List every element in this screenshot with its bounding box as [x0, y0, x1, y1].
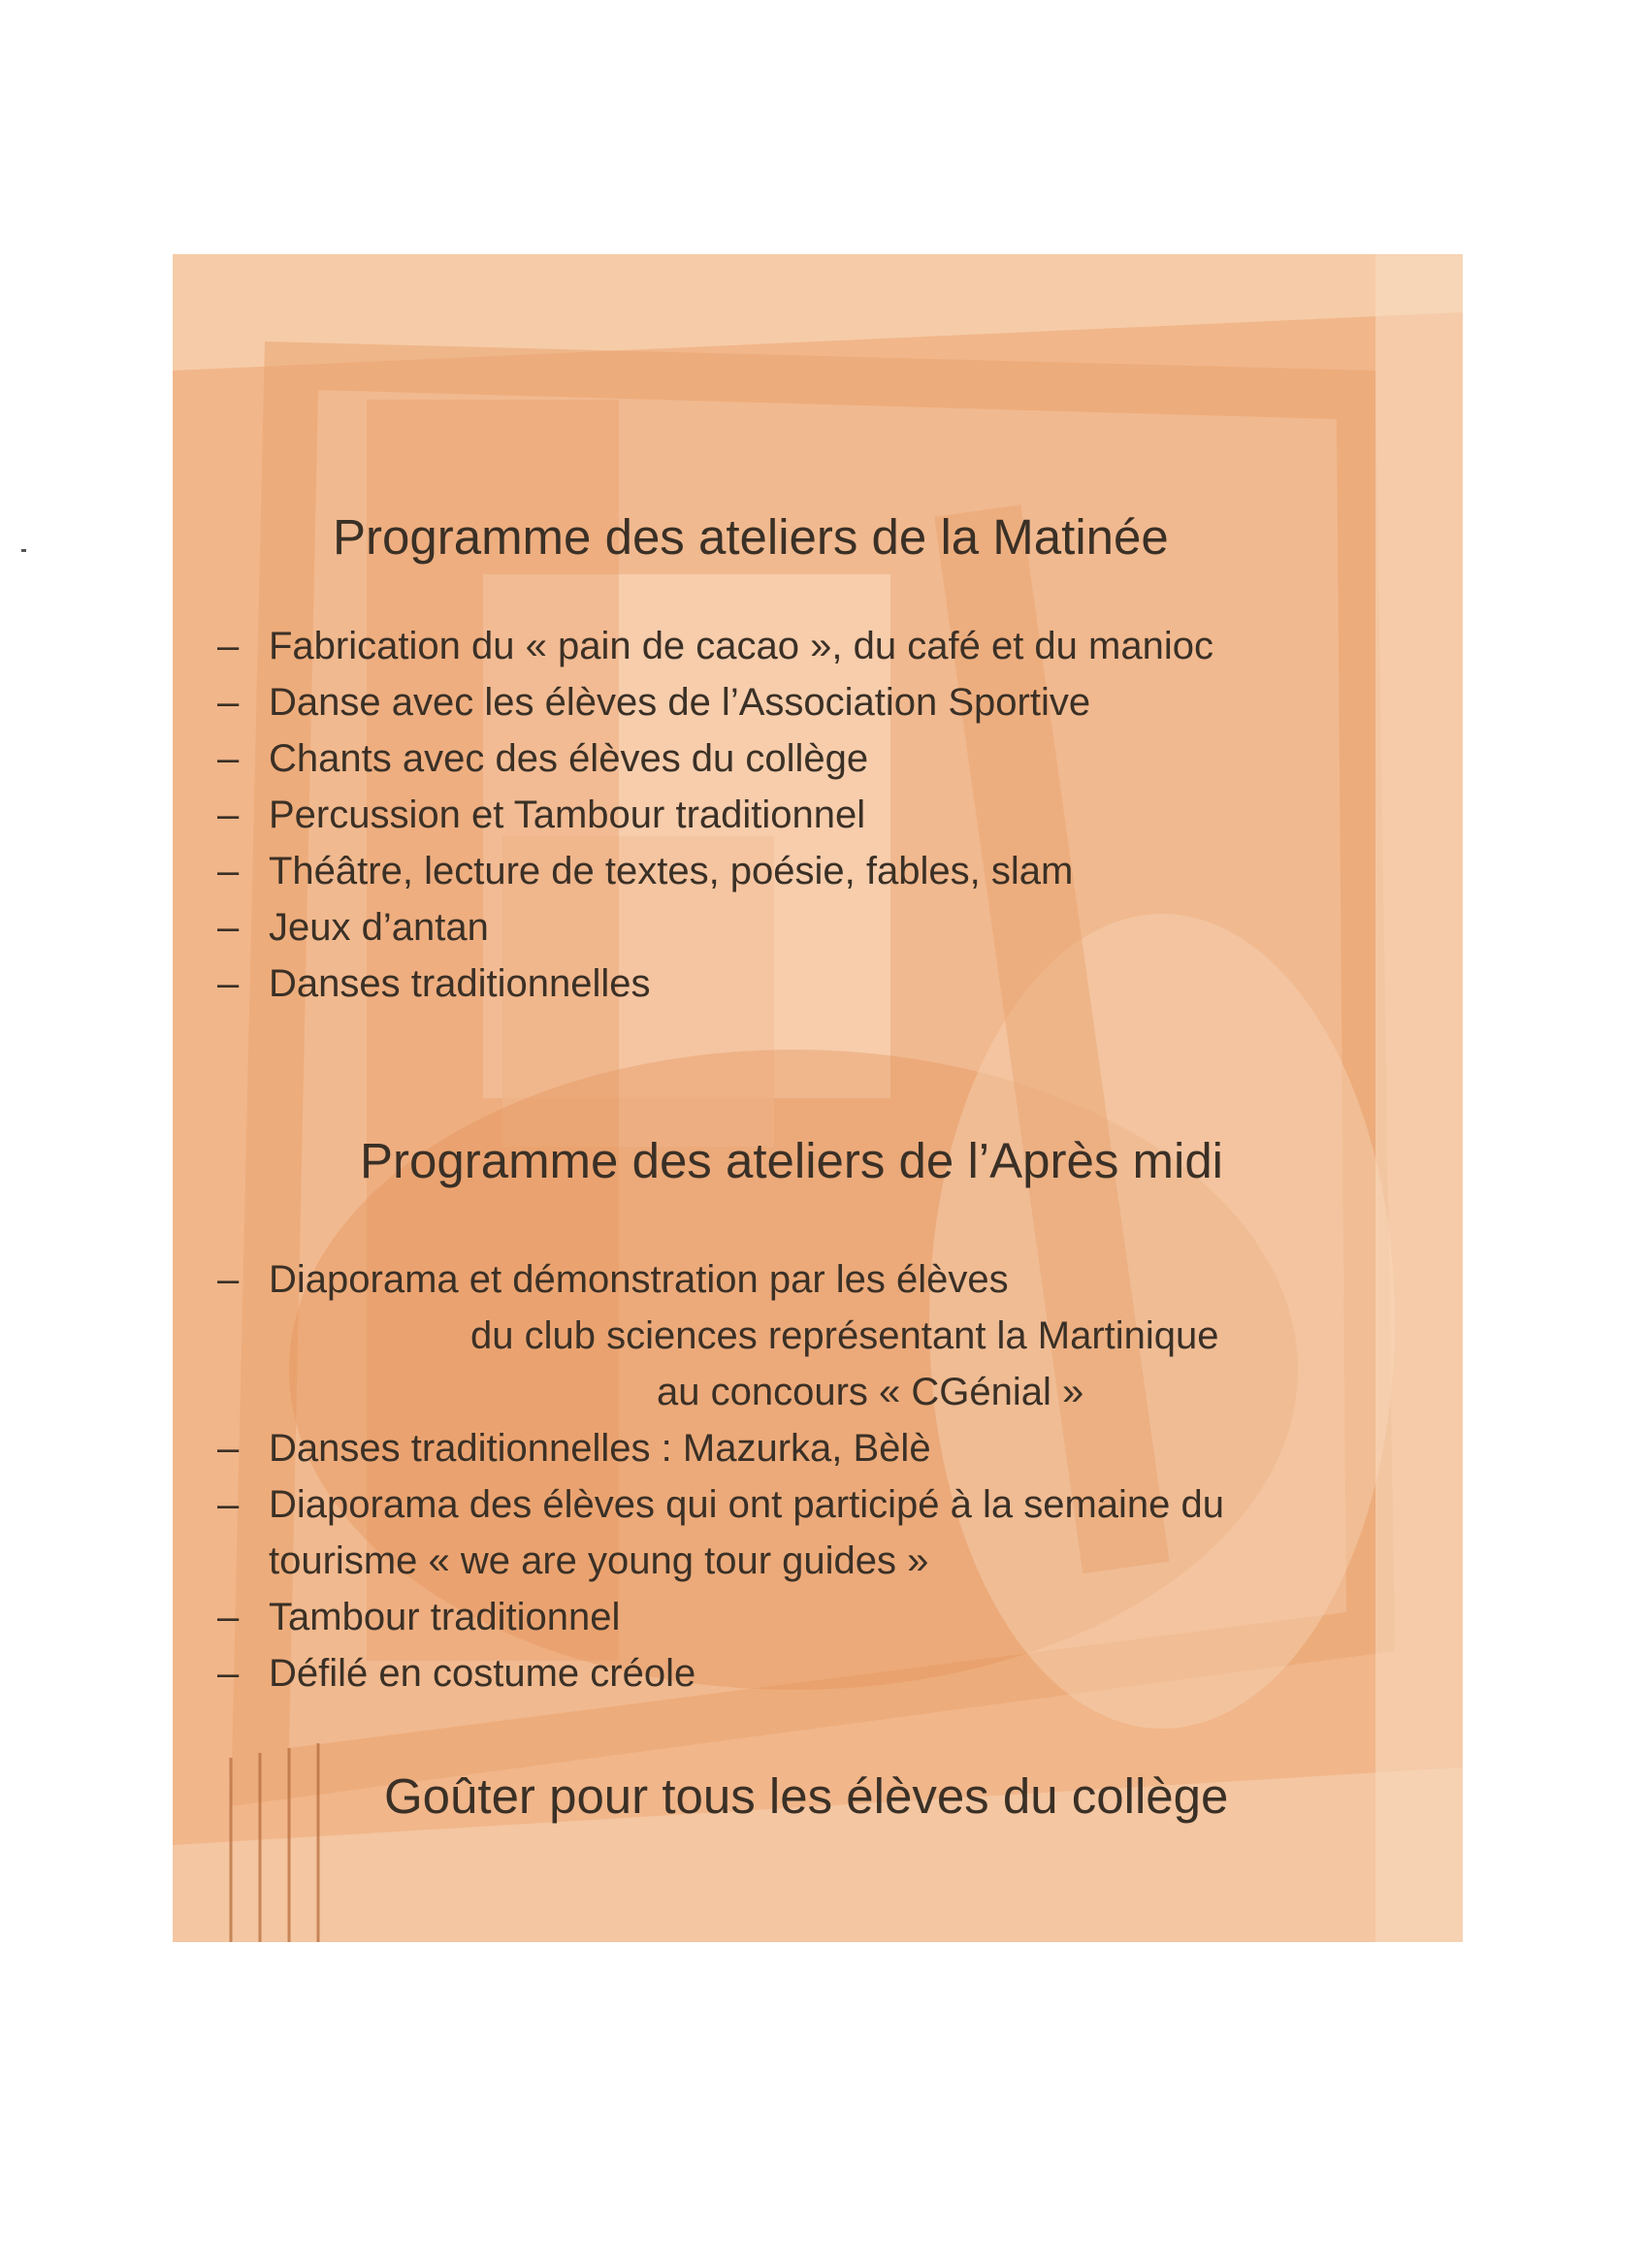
dash-bullet: – — [217, 1652, 240, 1695]
item-text-line: tourisme « we are young tour guides » — [269, 1539, 929, 1582]
dash-bullet: – — [217, 681, 240, 724]
list-item — [217, 899, 1213, 956]
item-text: Jeux d’antan — [269, 906, 489, 949]
dash-bullet: – — [217, 1483, 240, 1526]
item-text-line: Diaporama et démonstration par les élèves — [269, 1258, 1009, 1301]
list-item — [217, 674, 1213, 730]
item-text: Chants avec des élèves du collège — [269, 737, 869, 780]
dash-bullet: – — [217, 1596, 240, 1638]
flyer-panel — [173, 254, 1463, 1942]
item-text: Tambour traditionnel — [269, 1596, 621, 1638]
dash-bullet: – — [217, 906, 240, 949]
afternoon-heading: Programme des ateliers de l’Après midi — [360, 1133, 1224, 1188]
snack-heading: Goûter pour tous les élèves du collège — [384, 1768, 1229, 1824]
item-text-line: du club sciences représentant la Martinique — [470, 1314, 1219, 1357]
dash-bullet: – — [217, 794, 240, 836]
dash-bullet: – — [217, 625, 240, 667]
morning-workshop-list — [217, 618, 1213, 1012]
item-text: Fabrication du « pain de cacao », du café et du manioc — [269, 625, 1213, 667]
item-text: Danses traditionnelles — [269, 962, 651, 1005]
dash-bullet: – — [217, 737, 240, 780]
afternoon-workshop-list — [217, 1251, 1224, 1701]
morning-heading: Programme des ateliers de la Matinée — [333, 509, 1169, 565]
list-item — [217, 618, 1213, 674]
item-text: Théâtre, lecture de textes, poésie, fables, slam — [269, 850, 1074, 892]
dash-bullet: – — [217, 1427, 240, 1470]
item-text: Percussion et Tambour traditionnel — [269, 794, 866, 836]
dash-bullet: – — [217, 962, 240, 1005]
item-text-line: Diaporama des élèves qui ont participé à la semaine du — [269, 1483, 1225, 1526]
list-item — [217, 956, 1213, 1012]
list-item — [217, 1420, 1224, 1476]
item-text: Danse avec les élèves de l’Association Sportive — [269, 681, 1091, 724]
list-item — [217, 787, 1213, 843]
flyer-content — [173, 254, 1463, 1942]
list-item — [217, 1589, 1224, 1645]
item-text: Danses traditionnelles : Mazurka, Bèlè — [269, 1427, 931, 1470]
item-text-line: au concours « CGénial » — [657, 1371, 1084, 1413]
list-item — [217, 843, 1213, 899]
list-item — [217, 1645, 1224, 1701]
dash-bullet: – — [217, 1258, 240, 1301]
dash-bullet: – — [217, 850, 240, 892]
list-item — [217, 1476, 1224, 1589]
list-item — [217, 730, 1213, 787]
scan-speck — [21, 549, 26, 552]
list-item — [217, 1251, 1224, 1420]
item-text: Défilé en costume créole — [269, 1652, 696, 1695]
